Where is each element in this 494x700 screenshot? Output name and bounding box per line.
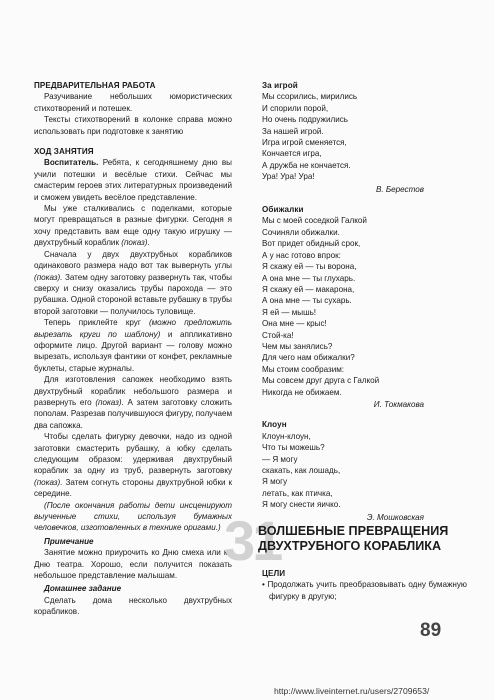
poem-line: Кончается игра, (262, 149, 322, 159)
poem-line: Мы ссорились, мирились (262, 92, 358, 102)
poem-line: Никогда не обижаем. (262, 387, 342, 397)
lesson-paragraph-6-text-a: Чтобы сделать фигурку девочки, надо из одной заготовки смастерить рубашку, а юбку сделать следующим образом: удерживая двухтрубный кораблик за одну из труб, развернуть заготовку (34, 432, 232, 476)
poem-line: — Я могу (262, 454, 298, 464)
lesson-paragraph-2 (34, 203, 232, 249)
lesson-paragraph-2-text: Мы уже сталкивались с поделками, которые могут превращаться в разные фигурки. Сегодня я хочу представить вам еще одну такую игрушку — двухтрубный кораблик (34, 204, 232, 248)
poems-column (262, 80, 462, 523)
poem-line: Мы стоим сообразим: (262, 364, 345, 374)
prep-heading: ПРЕДВАРИТЕЛЬНАЯ РАБОТА (34, 81, 156, 90)
poem-line: За нашей игрой. (262, 126, 324, 136)
poem-line: А у нас готово впрок: (262, 250, 341, 260)
goal-item: • Продолжать учить преобразовывать одну бумажную фигурку в другую; (262, 580, 467, 601)
lesson-paragraph-4-text-b: и аппликативно оформите лицо. Другой вариант — голову можно вырезать, используя фантики от конфет, рекламные буклеты, старые журналы. (34, 329, 232, 373)
section-title-line-2: ДВУХТРУБНОГО КОРАБЛИКА (258, 538, 442, 553)
note-text: Занятие можно приурочить ко Дню смеха или ко Дню театра. Хорошо, если получится показать небольшое представление малышам. (34, 548, 232, 581)
footer-url: http://www.liveinternet.ru/users/2709653/ (274, 686, 430, 696)
poem-author: И. Токмакова (373, 399, 424, 409)
poem-line: А она мне — ты глухарь. (262, 273, 356, 283)
lesson-paragraph-4-italic: (можно предложить вырезать круги по шаблону) (34, 318, 232, 339)
lesson-paragraph-5 (34, 374, 232, 431)
lesson-heading: ХОД ЗАНЯТИЯ (34, 147, 94, 157)
lesson-paragraph-2-italic: (показ). (121, 238, 150, 248)
left-column (34, 80, 232, 618)
poem-line: Я скажу ей — макарона, (262, 284, 355, 294)
poem-line: Стой-ка! (262, 330, 294, 340)
lesson-paragraph-6-italic: (показ). (34, 477, 63, 487)
poem-author: В. Берестов (375, 184, 424, 194)
poem-line: Клоун-клоун, (262, 431, 311, 441)
poem-line: летать, как птичка, (262, 488, 333, 498)
speaker-label: Воспитатель. (44, 158, 99, 168)
section-title (258, 524, 448, 553)
poem-author: Э. Мошковская (366, 512, 424, 522)
poem-line: Но очень подружились (262, 115, 348, 125)
lesson-paragraph-4 (34, 317, 232, 374)
homework-text: Сделать дома несколько двухтрубных корабликов. (34, 595, 232, 617)
lesson-paragraph-3 (34, 249, 232, 317)
lesson-paragraph-7-italic: (После окончания работы дети инсценируют выученные стихи, используя бумажных человечков, изготовленных в технике оригами.) (34, 500, 232, 533)
poem-line: Мы совсем друг друга с Галкой (262, 376, 380, 386)
poem-line: А она мне — ты сухарь. (262, 296, 352, 306)
section-number: 31 (224, 509, 281, 572)
lesson-paragraph-5-italic: (показ). (95, 397, 124, 407)
section-title-line-1: ВОЛШЕБНЫЕ ПРЕВРАЩЕНИЯ (258, 524, 449, 538)
poem-line: Я могу снести яичко. (262, 500, 341, 510)
lesson-paragraph-5-text-b: А затем заготовку сложить пополам. Разрезав получившуюся фигуру, получаем два сапожка. (34, 397, 233, 430)
poem-line: Сочиняли обижалки. (262, 227, 340, 237)
page-number: 89 (420, 620, 442, 641)
lesson-paragraph-7 (34, 500, 232, 534)
poem-line: А дружба не кончается. (262, 160, 351, 170)
goals-block (262, 568, 467, 602)
lesson-paragraph-6-text-b: Затем согнуть стороны двухтрубной юбки к середине. (34, 477, 232, 499)
prep-paragraph-1: Разучивание небольших юмористических стихотворений и потешек. (34, 92, 232, 113)
poem-title: За игрой (262, 81, 298, 90)
poem-line: скакать, как лошадь, (262, 466, 341, 475)
homework-heading: Домашнее задание (44, 584, 122, 594)
lesson-paragraph-1-text: Ребята, к сегодняшнему дню вы учили потешки и весёлые стихи. Сейчас мы смастерим героев этих литературных произведений и сможем увидеть весёлое представление. (34, 158, 232, 202)
poem-line: Я скажу ей — ты ворона, (262, 262, 357, 272)
poem-line: И спорили порой, (262, 103, 329, 113)
lesson-paragraph-6 (34, 431, 232, 499)
prep-paragraph-2: Тексты стихотворений в колонке справа можно использовать при подготовке к занятию (34, 115, 232, 136)
note-heading: Примечание (44, 536, 94, 546)
goals-heading: ЦЕЛИ (262, 569, 286, 578)
poem-line: Она мне — крыс! (262, 319, 327, 329)
poem-line: Я могу (262, 477, 288, 487)
lesson-paragraph-3-text-b: Затем одну заготовку развернуть так, чтобы сверху и снизу оказались трубы парохода — это рубашка. Одной стороной вставьте рубашку в трубы второй заготовки — получилось туловище. (34, 272, 232, 316)
lesson-paragraph-4-text-a: Теперь приклейте круг (44, 318, 149, 328)
poem-line: Что ты можешь? (262, 443, 325, 453)
poem-line: Ура! Ура! Ура! (262, 172, 315, 182)
poem-line: Вот придет обидный срок, (262, 239, 361, 249)
lesson-paragraph-5-text-a: Для изготовления сапожек необходимо взять двухтрубный кораблик небольшого размера и развернуть его (34, 375, 232, 407)
lesson-paragraph-3-text-a: Сначала у двух двухтрубных корабликов одинакового размера надо вот так вывернуть углы (34, 249, 232, 271)
poem-line: Игра игрой сменяется, (262, 138, 347, 148)
poem-line: Мы с моей соседкой Галкой (262, 216, 367, 226)
poem-line: Я ей — мышь! (262, 307, 317, 317)
poem-line: Для чего нам обижалки? (262, 353, 355, 363)
lesson-paragraph-3-italic: (показ). (34, 272, 63, 282)
poem-title: Клоун (262, 420, 287, 430)
lesson-paragraph-1 (34, 157, 232, 203)
poem-line: Чем мы занялись? (262, 341, 333, 351)
poem-title: Обижалки (262, 205, 304, 215)
